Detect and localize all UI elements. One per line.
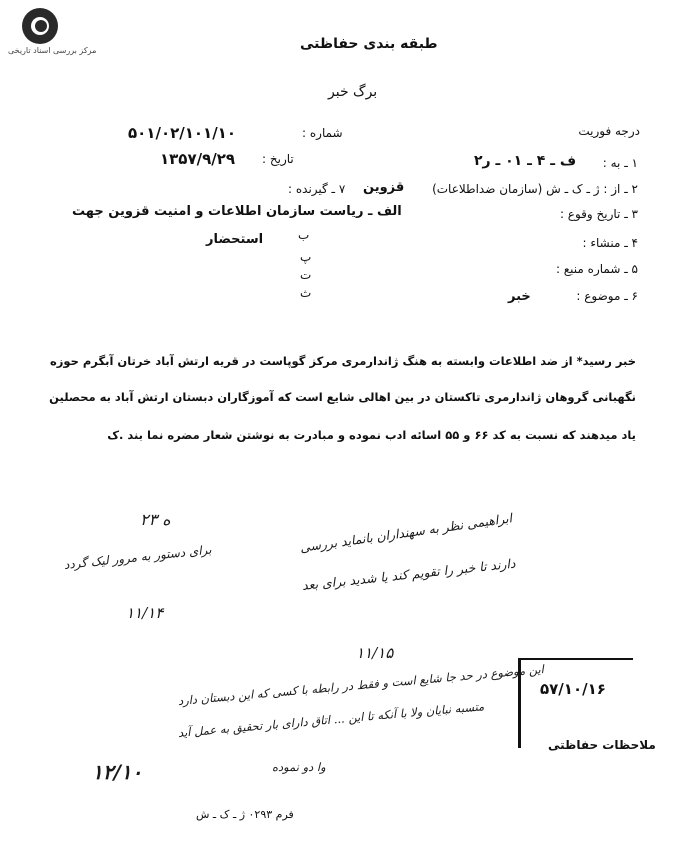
to-value: ف ـ ۴ ـ ۰۱ ـ ر۲	[474, 153, 577, 169]
handwritten-note-3-line2: متسبه نبایان ولا با آنکه تا این ... اتاق دارای بار تحقیق به عمل آید	[177, 699, 485, 740]
handwritten-note-2-line1: ابراهیمی نظر به سهنداران بانماید بررسی	[298, 510, 513, 555]
recipient-b-value: استحضار	[206, 232, 264, 247]
recipient-s-letter: ث	[300, 286, 312, 300]
from-label: ۲ ـ از : ژ ـ ک ـ ش (سازمان ضداطلاعات)	[432, 182, 638, 196]
subject-label: ۶ ـ موضوع :	[576, 289, 638, 303]
date-label: تاریخ :	[262, 152, 294, 166]
recipient-t-letter: ت	[300, 268, 312, 282]
number-value: ۵۰۱/۰۲/۱۰۱/۱۰	[128, 124, 236, 142]
form-code: فرم ۰۲۹۳ ژ ـ ک ـ ش	[196, 808, 294, 821]
classification-heading: طبقه بندی حفاظتی	[300, 36, 438, 52]
handwritten-note-2-line2: دارند تا خبر را تقویم کند یا شدید برای بعد	[301, 555, 517, 593]
recipient-p-letter: پ	[300, 250, 312, 264]
subject-value: خبر	[508, 289, 531, 304]
recipient-label: ۷ ـ گیرنده :	[288, 182, 346, 196]
origin-label: ۴ ـ منشاء :	[582, 236, 638, 250]
recipient-a: الف ـ ریاست سازمان اطلاعات و امنیت قزوین جهت	[72, 204, 402, 219]
handwritten-ref-number: ۲۳ ه	[140, 510, 171, 529]
number-label: شماره :	[302, 126, 343, 140]
date-value: ۱۳۵۷/۹/۲۹	[160, 150, 236, 168]
event-date-label: ۳ ـ تاریخ وقوع :	[559, 207, 638, 221]
handwritten-note-3-line3: وا دو نموده	[272, 760, 326, 774]
from-city: قزوین	[363, 180, 405, 195]
handwritten-note-3-line1: این موضوع در حد جا شایع است و فقط در رابطه با کسی که این دبستان دارد	[177, 662, 545, 708]
form-title: برگ خبر	[328, 84, 378, 100]
handwritten-date-2: ۱۱/۱۵	[356, 644, 394, 662]
handwritten-bottom-number: ۱۲/۱۰	[92, 760, 143, 784]
watermark-text: مرکز بررسی اسناد تاریخی	[8, 46, 97, 55]
archive-logo-icon	[22, 8, 58, 44]
body-line-2: نگهبانی گروهان ژاندارمری تاکستان در بین اهالی شایع است که آموزگاران دبستان ارتش آباد به محصلین	[49, 390, 636, 404]
body-line-3: یاد میدهند که نسبت به کد ۶۶ و ۵۵ اسائه ادب نموده و مبادرت به نوشتن شعار مضره نما بند .ک	[107, 428, 636, 442]
body-line-1: خبر رسید* از ضد اطلاعات وابسته به هنگ ژاندارمری مرکز گوپاست در قریه ارتش آباد خرتان آبگرم حوزه	[49, 354, 636, 368]
priority-label: درجه فوریت	[578, 124, 640, 138]
handwritten-date-1: ۱۱/۱۴	[126, 604, 164, 622]
to-label: ۱ ـ به :	[602, 156, 638, 170]
source-number-label: ۵ ـ شماره منبع :	[555, 262, 638, 276]
stamp-label: ملاحظات حفاظتی	[548, 738, 656, 752]
handwritten-note-1: برای دستور به مرور لیک گردد	[63, 542, 213, 572]
stamp-date: ۵۷/۱۰/۱۶	[540, 680, 606, 698]
recipient-b-letter: ب	[298, 228, 310, 242]
